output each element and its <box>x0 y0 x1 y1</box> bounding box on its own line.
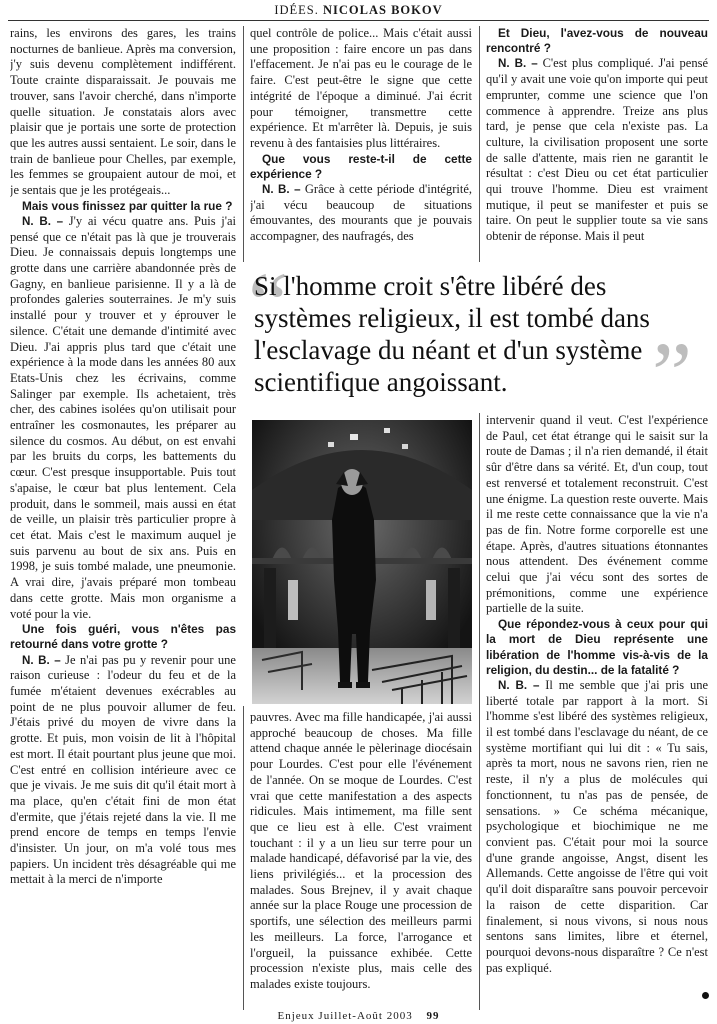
page-footer <box>0 1010 717 1022</box>
body-paragraph: intervenir quand il veut. C'est l'expérience de Paul, cet état étrange qui le saisit sur la route de Damas ; il n'a rien demandé, il était sûr d'être dans sa vérité. Et, d'un coup, tout est renversé et totalement reconstruit. C'est une énigme. La question reste ouverte. Mais il me reste cette connaissance que la vie n'a pas de fin. Notre forme corporelle est une étape. Après, d'autres situations étonnantes nous attendent. Des événement comme celui que j'ai vécu sont des sortes de prémonitions, comme une expérience partielle de la suite. <box>486 413 708 616</box>
column-divider <box>479 26 480 262</box>
magazine-info: Enjeux Juillet-Août 2003 <box>277 1010 413 1022</box>
interview-answer <box>10 214 236 622</box>
column-3-top <box>486 26 708 270</box>
open-quote-icon: “ <box>248 255 288 354</box>
speaker-initials: N. B. – <box>498 57 538 71</box>
body-paragraph: rains, les environs des gares, les trains nocturnes de banlieue. Après ma conversion, j'y suis devenu complètement indifférent. Toute crainte disparaissait. Je pouvais me trouver, sans l'avoir cherché, dans n'importe quelle situation. Je constatais alors avec plaisir que je portais une sorte de protection que les autres aussi sentaient. Le soir, dans le train de banlieue pour Chelles, par exemple, les femmes se groupaient autour de moi, et je sentais que je les protégeais... <box>10 26 236 198</box>
answer-text: Il me semble que j'ai pris une liberté totale par rapport à la mort. Si l'homme s'est libéré des systèmes religieux, il est tombé dans l'esclavage du néant, de ce système mortifiant qui lui dit : « Tu sais, après ta mort, nous ne savons rien, rien ne reste, il n'y a plus de molécules qui fonctionnent, tu n'as pas de pensée, de sensations. » Ce schéma mécanique, psychologique et biochimique ne me convient pas. C'était pour moi la source d'une grande angoisse, Angst, disent les Allemands. Cette angoisse de l'être qui voit qu'il doit disparaître sans pouvoir percevoir la raison de cette disparition. Car finalement, si nous vivons, si nous nous sentons sans limites, libre et éternel, pourquoi devons-nous disparaître ? Ce n'est pas expliqué. <box>486 677 708 975</box>
answer-text: J'y ai vécu quatre ans. Puis j'ai pensé que ce n'était pas là que je trouverais Dieu. Je connaissais depuis longtemps une grotte dans une carrière abandonnée près de Gagny, en banlieue parisienne. Il y a là de profondes galeries souterraines. Je m'y suis installé pour y trouver et y éprouver le silence. C'était une demande d'intimité avec Dieu. J'ai appris plus tard que c'était une expérience à la mode dans les années 80 aux Etats-Unis chez les écrivains, comme Salinger par exemple. Ils achetaient, très cher, des cabines isolées qu'on utilisait pour entraîner les cosmonautes, les préparer au silence du cosmos. Au début, on est envahi par les bruits du corps, les battements du cœur. C'est presque insupportable. Puis tout s'apaise, le cœur bat plus lentement. Cela produit, dans le sommeil, mais aussi en état de veille, un plaisir très particulier propre à cet état. Mais c'est le maximum auquel je suis parvenu au bout de six ans. Puis en 1998, je suis tombé malade, une pneumonie. A vrai dire, j'avais préparé mon tombeau dans cette grotte. Mais mon organisme a voté pour la vie. <box>10 213 236 621</box>
interview-answer <box>486 56 708 244</box>
answer-text: C'est plus compliqué. J'ai pensé qu'il y avait une voie qu'on importe qui peut emprunter, comme une science que l'on commence à apprendre. Treize ans plus tard, je pense que cela n'existe pas. La culture, la civilisation proposent une sorte de salle d'attente, mais rien ne garantit le résultat : c'est Dieu ou cet état particulier qui trouve l'homme. Dieu est vraiment mutique, il peut se manifester et puis se taire. On peut le supplier toute sa vie sans obtenir de réponse. Mais il peut <box>486 56 708 244</box>
end-of-article-mark <box>702 992 709 999</box>
author-name: NICOLAS BOKOV <box>323 3 443 17</box>
body-paragraph: quel contrôle de police... Mais c'était aussi une proposition : faire encore un pas dans l'effacement. Je n'ai pas eu le courage de le faire. C'est peut-être le signe que cette intégrité de l'époque a diminué. J'ai écrit pour témoigner, transmettre cette expérience. Et m'arrêter là. Depuis, je suis revenu à des fantaisies plus littéraires. <box>250 26 472 150</box>
speaker-initials: N. B. – <box>498 678 540 692</box>
page-number: 99 <box>426 1010 440 1022</box>
speaker-initials: N. B. – <box>22 214 64 228</box>
interview-question: Que vous reste-t-il de cette expérience ? <box>250 151 472 181</box>
answer-text: Grâce à cette période d'intégrité, j'ai vécu beaucoup de situations émouvantes, des mourants que je pouvais accompagner, des naufragés, des <box>250 182 472 244</box>
speaker-initials: N. B. – <box>22 653 61 667</box>
column-3-bottom <box>486 413 708 1010</box>
church-photo <box>252 420 472 704</box>
interview-question: Une fois guéri, vous n'êtes pas retourné dans votre grotte ? <box>10 622 236 652</box>
column-2-bottom <box>250 710 472 1010</box>
page-header <box>0 3 717 18</box>
interview-question: Que répondez-vous à ceux pour qui la mort de Dieu représente une libération de l'homme vis-à-vis de la religion, du destin... de la fatalité ? <box>486 617 708 677</box>
section-label: IDÉES. <box>274 3 319 17</box>
close-quote-icon: ” <box>652 325 692 424</box>
answer-text: Je n'ai pas pu y revenir pour une raison curieuse : l'odeur du feu et de la fumée m'étaient devenues exécrables au point de ne plus pouvoir allumer de feu. J'étais privé du moyen de vivre dans la grotte. Et puis, mon voisin de lit à l'hôpital est mort. Il était pourtant plus jeune que moi. C'est entré en collision intérieure avec ce que je vivais. Je me suis dit qu'il était mort à ma place, qu'en c'était fini de mon état d'ermite, que j'étais rejeté dans la vie. Il me prend encore de temps en temps l'envie d'insister. Un jour, on m'a volé tous mes papiers. Un incident très désagréable qui me mettait à la merci de n'importe <box>10 652 236 887</box>
column-divider <box>479 413 480 1010</box>
interview-answer <box>250 182 472 245</box>
interview-answer <box>10 653 236 889</box>
header-rule <box>8 20 709 21</box>
column-2-top <box>250 26 472 270</box>
column-1 <box>10 26 236 1010</box>
interview-question: Et Dieu, l'avez-vous de nouveau rencontré ? <box>486 26 708 56</box>
pull-quote: Si l'homme croit s'être libéré des systèmes religieux, il est tombé dans l'esclavage du néant et d'un système scientifique angoissant. <box>254 271 650 397</box>
speaker-initials: N. B. – <box>262 183 301 197</box>
interview-question: Mais vous finissez par quitter la rue ? <box>22 198 233 213</box>
column-divider <box>243 26 244 262</box>
column-divider <box>243 706 244 1010</box>
interview-answer <box>486 678 708 976</box>
body-paragraph: pauvres. Avec ma fille handicapée, j'ai aussi approché beaucoup de choses. Ma fille attend chaque année le pèlerinage diocésain pour Lourdes. C'est pour elle l'événement de l'année. On se moque de Lourdes. C'est vrai que cette manifestation a des aspects ridicules. Mais intimement, ma fille sent que ce lieu est à elle. C'est vraiment touchant : il y a un lieu sur terre pour un malade handicapé, défavorisé par la vie, des liens privilégiés... et la procession des malades. Sous Brejnev, il y avait chaque année sur la place Rouge une procession de sportifs, une sélection des meilleurs parmi les meilleurs. La force, l'arrogance et l'orgueil, la puissance exhibée. Cette procession n'existe plus, mais celle des malades existe toujours. <box>250 710 472 991</box>
